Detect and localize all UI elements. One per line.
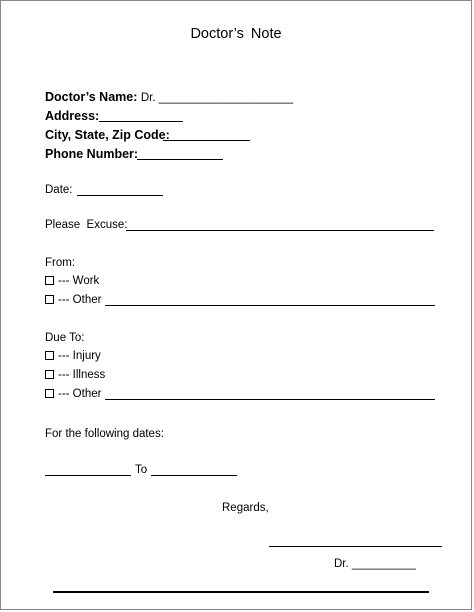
phone-number-field[interactable] [137, 147, 223, 160]
from-option-work-label: --- Work [58, 275, 100, 287]
doctor-name-row [45, 90, 293, 105]
from-option-other-label: --- Other [58, 294, 102, 306]
signature-doctor-field[interactable]: Dr. __________ [334, 558, 416, 570]
bottom-divider [53, 579, 429, 593]
please-excuse-field[interactable] [126, 218, 434, 231]
address-label: Address: [45, 109, 100, 123]
address-field[interactable] [99, 109, 183, 122]
checkbox-icon[interactable] [45, 295, 54, 304]
due-to-option-injury[interactable] [45, 349, 101, 363]
regards-label: Regards, [222, 502, 269, 514]
doctor-name-field[interactable]: Dr. _____________________ [140, 92, 294, 104]
due-to-other-field[interactable] [105, 387, 435, 400]
signature-line[interactable] [269, 534, 442, 547]
date-label: Date: [45, 184, 73, 196]
start-date-field[interactable] [45, 463, 131, 476]
to-label: To [135, 464, 148, 476]
from-option-other[interactable] [45, 293, 101, 307]
date-field[interactable] [77, 183, 163, 196]
from-option-work[interactable] [45, 274, 99, 288]
due-to-label: Due To: [45, 332, 85, 344]
following-dates-label: For the following dates: [45, 428, 164, 440]
checkbox-icon[interactable] [45, 370, 54, 379]
phone-number-label: Phone Number: [45, 147, 139, 161]
checkbox-icon[interactable] [45, 351, 54, 360]
due-to-option-other[interactable] [45, 387, 101, 401]
please-excuse-label: Please Excuse: [45, 219, 128, 231]
due-to-option-illness-label: --- Illness [58, 369, 106, 381]
city-state-zip-field[interactable] [163, 128, 250, 141]
due-to-option-injury-label: --- Injury [58, 350, 101, 362]
doctor-name-label: Doctor’s Name: [45, 90, 138, 104]
page-title: Doctor’s Note [190, 26, 282, 42]
due-to-option-other-label: --- Other [58, 388, 102, 400]
due-to-option-illness[interactable] [45, 368, 105, 382]
checkbox-icon[interactable] [45, 276, 54, 285]
from-other-field[interactable] [105, 293, 435, 306]
city-state-zip-label: City, State, Zip Code: [45, 128, 170, 142]
from-label: From: [45, 257, 76, 269]
end-date-field[interactable] [151, 463, 237, 476]
checkbox-icon[interactable] [45, 389, 54, 398]
